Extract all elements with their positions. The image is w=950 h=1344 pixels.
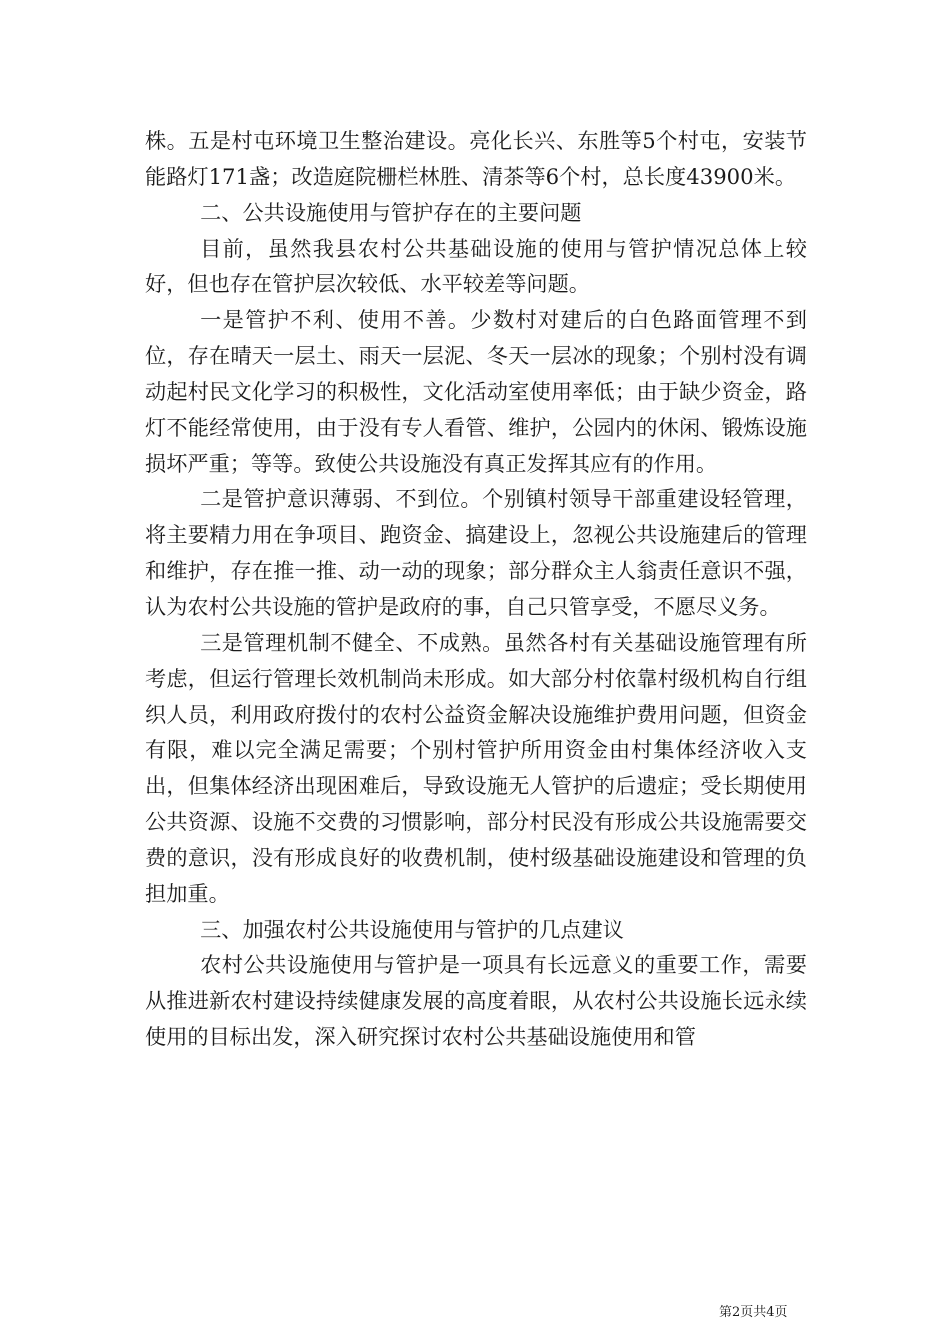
paragraph-continuation: 株。五是村屯环境卫生整治建设。亮化长兴、东胜等5个村屯，安装节能路灯171盏；改造庭院栅栏林胜、清茶等6个村，总长度43900米。 <box>145 128 807 189</box>
paragraph-suggestions-intro: 农村公共设施使用与管护是一项具有长远意义的重要工作，需要从推进新农村建设持续健康发展的高度着眼，从农村公共设施长远永续使用的目标出发，深入研究探讨农村公共基础设施使用和管 <box>145 952 807 1050</box>
paragraph-overview: 目前，虽然我县农村公共基础设施的使用与管护情况总体上较好，但也存在管护层次较低、水平较差等问题。 <box>145 235 807 297</box>
paragraph-problem-one: 一是管护不利、使用不善。少数村对建后的白色路面管理不到位，存在晴天一层土、雨天一层泥、冬天一层冰的现象；个别村没有调动起村民文化学习的积极性，文化活动室使用率低；由于缺少资金，路灯不能经常使用，由于没有专人看管、维护，公园内的休闲、锻炼设施损坏严重；等等。致使公共设施没有真正发挥其应有的作用。 <box>145 307 807 476</box>
paragraph-problem-two: 二是管护意识薄弱、不到位。个别镇村领导干部重建设轻管理，将主要精力用在争项目、跑资金、搞建设上，忽视公共设施建后的管理和维护，存在推一推、动一动的现象；部分群众主人翁责任意识不强，认为农村公共设施的管护是政府的事，自己只管享受，不愿尽义务。 <box>145 486 807 619</box>
section-heading-suggestions: 三、加强农村公共设施使用与管护的几点建议 <box>200 916 624 942</box>
paragraph-problem-three: 三是管理机制不健全、不成熟。虽然各村有关基础设施管理有所考虑，但运行管理长效机制尚未形成。如大部分村依靠村级机构自行组织人员，利用政府拨付的农村公益资金解决设施维护费用问题，但资金有限，难以完全满足需要；个别村管护所用资金由村集体经济收入支出，但集体经济出现困难后，导致设施无人管护的后遗症；受长期使用公共资源、设施不交费的习惯影响，部分村民没有形成公共设施需要交费的意识，没有形成良好的收费机制，使村级基础设施建设和管理的负担加重。 <box>145 629 807 906</box>
section-heading-problems: 二、公共设施使用与管护存在的主要问题 <box>200 199 582 225</box>
page-number-footer: 第2页共4页 <box>719 1305 788 1320</box>
document-body <box>145 123 807 1055</box>
